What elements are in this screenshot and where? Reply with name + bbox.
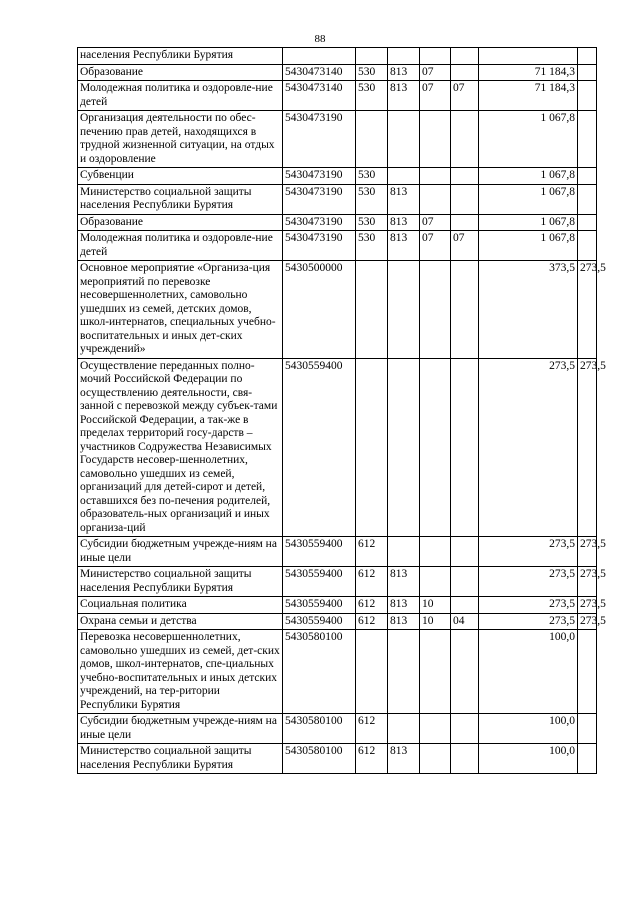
ministry-code-cell (388, 168, 420, 185)
expense-type-cell (356, 261, 388, 359)
subsection-cell (451, 597, 479, 614)
target-code-cell: 5430580100 (283, 744, 356, 774)
table-row (78, 184, 597, 214)
federal-amount-cell: 273,5 (578, 613, 597, 630)
row-name-cell: Министерство социальной защиты населения Республики Бурятия (78, 567, 283, 597)
expense-type-cell (356, 48, 388, 65)
amount-cell: 1 067,8 (479, 231, 578, 261)
ministry-code-cell (388, 714, 420, 744)
expense-type-cell (356, 630, 388, 714)
target-code-cell: 5430559400 (283, 597, 356, 614)
federal-amount-cell (578, 231, 597, 261)
table-row (78, 613, 597, 630)
federal-amount-cell (578, 64, 597, 81)
table-row (78, 597, 597, 614)
federal-amount-cell (578, 81, 597, 111)
table-row (78, 48, 597, 65)
row-name-cell: Охрана семьи и детства (78, 613, 283, 630)
table-row (78, 81, 597, 111)
amount-cell: 273,5 (479, 537, 578, 567)
target-code-cell: 5430473190 (283, 184, 356, 214)
section-cell (420, 744, 451, 774)
expense-type-cell: 530 (356, 64, 388, 81)
subsection-cell (451, 168, 479, 185)
expense-type-cell: 612 (356, 567, 388, 597)
row-name-cell: Перевозка несовершеннолетних, самовольно ушедших из семей, дет-ских домов, школ-интернатов, спе-циальных учебно-воспитательных и иных детских учреждений, на тер-ритории Республики Бурятия (78, 630, 283, 714)
federal-amount-cell (578, 630, 597, 714)
section-cell (420, 567, 451, 597)
amount-cell: 273,5 (479, 613, 578, 630)
target-code-cell (283, 48, 356, 65)
subsection-cell (451, 261, 479, 359)
federal-amount-cell: 273,5 (578, 567, 597, 597)
section-cell: 10 (420, 597, 451, 614)
expense-type-cell: 530 (356, 231, 388, 261)
federal-amount-cell (578, 48, 597, 65)
section-cell: 07 (420, 214, 451, 231)
expense-type-cell (356, 358, 388, 537)
section-cell: 07 (420, 81, 451, 111)
row-name-cell: Образование (78, 64, 283, 81)
table-row (78, 168, 597, 185)
amount-cell: 100,0 (479, 714, 578, 744)
row-name-cell: Молодежная политика и оздоровле-ние детей (78, 231, 283, 261)
target-code-cell: 5430559400 (283, 613, 356, 630)
table-row (78, 214, 597, 231)
subsection-cell: 07 (451, 231, 479, 261)
table-row (78, 358, 597, 537)
row-name-cell: Молодежная политика и оздоровле-ние детей (78, 81, 283, 111)
target-code-cell: 5430559400 (283, 358, 356, 537)
row-name-cell: Министерство социальной защиты населения Республики Бурятия (78, 184, 283, 214)
subsection-cell (451, 64, 479, 81)
ministry-code-cell: 813 (388, 214, 420, 231)
table-row (78, 261, 597, 359)
amount-cell: 100,0 (479, 630, 578, 714)
expense-type-cell (356, 111, 388, 168)
row-name-cell: Субвенции (78, 168, 283, 185)
amount-cell: 1 067,8 (479, 214, 578, 231)
section-cell (420, 630, 451, 714)
federal-amount-cell: 273,5 (578, 537, 597, 567)
target-code-cell: 5430473190 (283, 111, 356, 168)
ministry-code-cell (388, 111, 420, 168)
subsection-cell (451, 111, 479, 168)
expense-type-cell: 612 (356, 613, 388, 630)
target-code-cell: 5430559400 (283, 537, 356, 567)
table-row (78, 537, 597, 567)
subsection-cell (451, 537, 479, 567)
table-row (78, 714, 597, 744)
section-cell (420, 111, 451, 168)
section-cell: 07 (420, 231, 451, 261)
section-cell (420, 714, 451, 744)
budget-table (77, 47, 606, 774)
expense-type-cell: 612 (356, 744, 388, 774)
subsection-cell (451, 214, 479, 231)
amount-cell (479, 48, 578, 65)
subsection-cell (451, 567, 479, 597)
ministry-code-cell: 813 (388, 81, 420, 111)
amount-cell: 71 184,3 (479, 64, 578, 81)
subsection-cell (451, 630, 479, 714)
row-name-cell: Социальная политика (78, 597, 283, 614)
row-name-cell: Субсидии бюджетным учрежде-ниям на иные цели (78, 714, 283, 744)
expense-type-cell: 612 (356, 714, 388, 744)
federal-amount-cell (578, 111, 597, 168)
expense-type-cell: 612 (356, 537, 388, 567)
federal-amount-cell (578, 168, 597, 185)
subsection-cell: 07 (451, 81, 479, 111)
amount-cell: 100,0 (479, 744, 578, 774)
section-cell (420, 358, 451, 537)
budget-table-body (78, 48, 606, 774)
ministry-code-cell (388, 48, 420, 65)
federal-amount-cell (578, 714, 597, 744)
row-name-cell: Осуществление переданных полно-мочий Российской Федерации по осуществлению деятельности, свя-занной с перевозкой между субъек-тами Российской Федерации, а так-же в пределах территорий госу-дарств – участников Содружества Независимых Государств несовер-шеннолетних, самовольно ушедших из семей, организаций для детей-сирот и детей, оставшихся без по-печения родителей, образователь-ных организаций и иных организа-ций (78, 358, 283, 537)
page-number: 88 (314, 33, 326, 45)
subsection-cell (451, 48, 479, 65)
federal-amount-cell (578, 214, 597, 231)
section-cell (420, 184, 451, 214)
amount-cell: 273,5 (479, 597, 578, 614)
ministry-code-cell (388, 537, 420, 567)
subsection-cell (451, 184, 479, 214)
section-cell: 10 (420, 613, 451, 630)
subsection-cell (451, 358, 479, 537)
amount-cell: 1 067,8 (479, 111, 578, 168)
ministry-code-cell: 813 (388, 744, 420, 774)
ministry-code-cell (388, 261, 420, 359)
target-code-cell: 5430473140 (283, 64, 356, 81)
expense-type-cell: 530 (356, 81, 388, 111)
ministry-code-cell: 813 (388, 597, 420, 614)
ministry-code-cell (388, 630, 420, 714)
federal-amount-cell: 273,5 (578, 597, 597, 614)
expense-type-cell: 530 (356, 168, 388, 185)
federal-amount-cell: 273,5 (578, 358, 597, 537)
target-code-cell: 5430500000 (283, 261, 356, 359)
section-cell (420, 537, 451, 567)
row-name-cell: населения Республики Бурятия (78, 48, 283, 65)
ministry-code-cell: 813 (388, 231, 420, 261)
section-cell (420, 168, 451, 185)
table-row (78, 231, 597, 261)
target-code-cell: 5430580100 (283, 714, 356, 744)
federal-amount-cell (578, 184, 597, 214)
amount-cell: 273,5 (479, 358, 578, 537)
ministry-code-cell (388, 358, 420, 537)
row-name-cell: Образование (78, 214, 283, 231)
row-name-cell: Министерство социальной защиты населения Республики Бурятия (78, 744, 283, 774)
expense-type-cell: 612 (356, 597, 388, 614)
federal-amount-cell: 273,5 (578, 261, 597, 359)
section-cell (420, 261, 451, 359)
row-name-cell: Основное мероприятие «Организа-ция мероприятий по перевозке несовершеннолетних, самовольно ушедших из семей, детских домов, школ-интернатов, специальных учебно-воспитательных и иных дет-ских учреждений» (78, 261, 283, 359)
ministry-code-cell: 813 (388, 184, 420, 214)
table-row (78, 744, 597, 774)
target-code-cell: 5430580100 (283, 630, 356, 714)
amount-cell: 1 067,8 (479, 184, 578, 214)
ministry-code-cell: 813 (388, 64, 420, 81)
amount-cell: 273,5 (479, 567, 578, 597)
ministry-code-cell: 813 (388, 613, 420, 630)
table-row (78, 567, 597, 597)
ministry-code-cell: 813 (388, 567, 420, 597)
target-code-cell: 5430473140 (283, 81, 356, 111)
amount-cell: 71 184,3 (479, 81, 578, 111)
row-name-cell: Организация деятельности по обес-печению прав детей, находящихся в трудной жизненной ситуации, на отдых и оздоровление (78, 111, 283, 168)
subsection-cell (451, 744, 479, 774)
subsection-cell: 04 (451, 613, 479, 630)
federal-amount-cell (578, 744, 597, 774)
amount-cell: 373,5 (479, 261, 578, 359)
target-code-cell: 5430473190 (283, 214, 356, 231)
target-code-cell: 5430473190 (283, 231, 356, 261)
table-row (78, 64, 597, 81)
target-code-cell: 5430559400 (283, 567, 356, 597)
amount-cell: 1 067,8 (479, 168, 578, 185)
table-row (78, 630, 597, 714)
section-cell (420, 48, 451, 65)
row-name-cell: Субсидии бюджетным учрежде-ниям на иные цели (78, 537, 283, 567)
section-cell: 07 (420, 64, 451, 81)
expense-type-cell: 530 (356, 184, 388, 214)
subsection-cell (451, 714, 479, 744)
table-row (78, 111, 597, 168)
expense-type-cell: 530 (356, 214, 388, 231)
target-code-cell: 5430473190 (283, 168, 356, 185)
